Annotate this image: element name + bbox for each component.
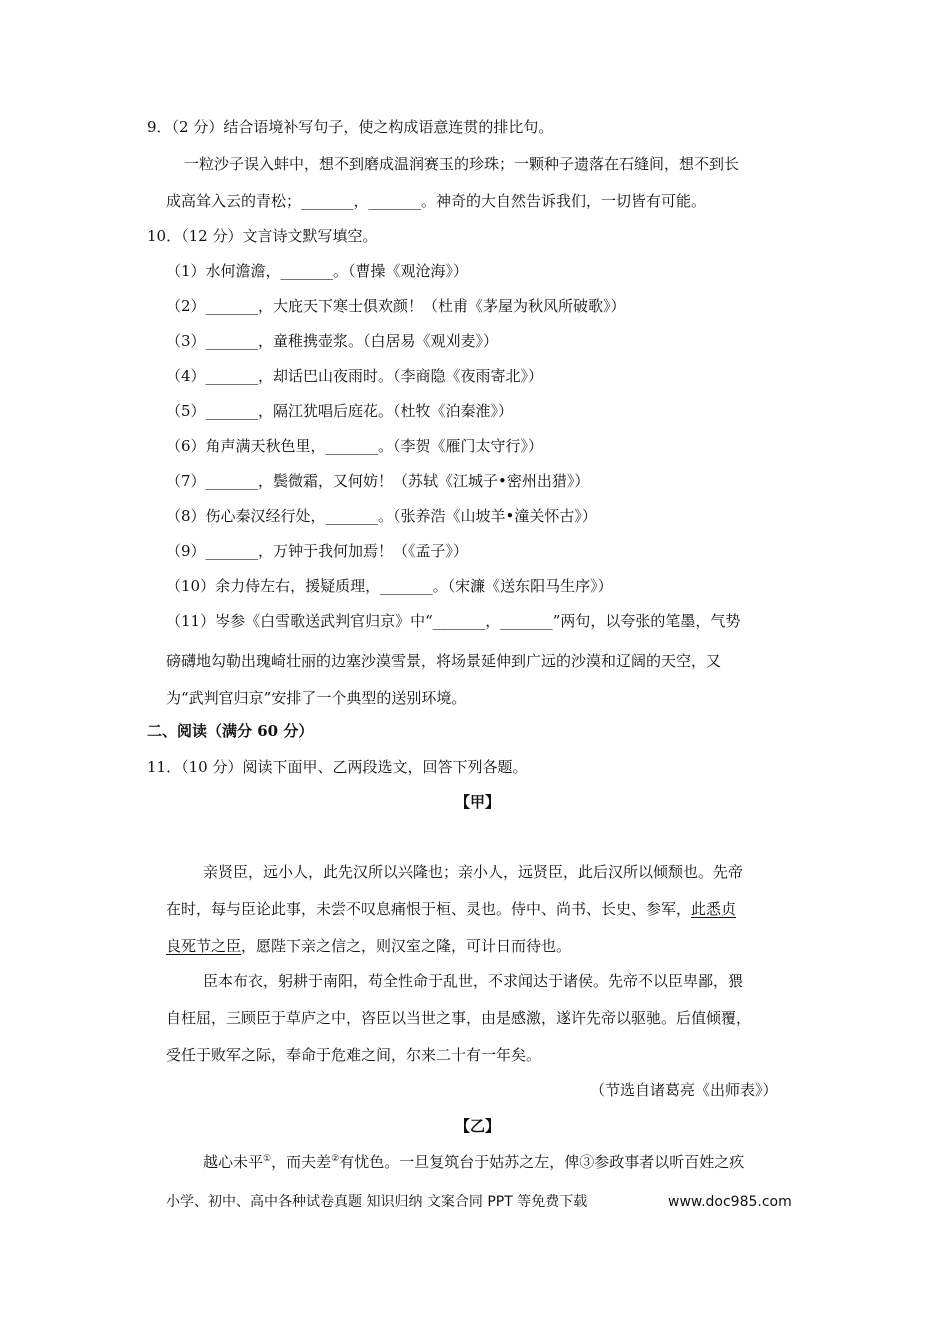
jia-p2-line-2: 自枉屈，三顾臣于草庐之中，咨臣以当世之事，由是感激，遂许先帝以驱驰。后值倾覆， bbox=[166, 1009, 752, 1027]
passage-jia-heading: 【甲】 bbox=[455, 793, 501, 811]
yi-text-c: 有忧色。一旦复筑台于姑苏之左，俾③参政事者以听百姓之疚 bbox=[339, 1153, 745, 1171]
q10-item-3: （3）_______，童稚携壶浆。（白居易《观刈麦》） bbox=[166, 332, 499, 350]
q10-item-11-line-3: 为“武判官归京”安排了一个典型的送别环境。 bbox=[166, 689, 467, 707]
footer-text: 小学、初中、高中各种试卷真题 知识归纳 文案合同 PPT 等免费下载 bbox=[166, 1194, 588, 1210]
q9-line-2: 成高耸入云的青松；_______，_______。神奇的大自然告诉我们，一切皆有可能。 bbox=[166, 192, 707, 210]
q10-item-5: （5）_______，隔江犹唱后庭花。（杜牧《泊秦淮》） bbox=[166, 402, 514, 420]
passage-yi-heading: 【乙】 bbox=[455, 1117, 501, 1135]
jia-p1-line-3-text: ，愿陛下亲之信之，则汉室之隆，可计日而待也。 bbox=[241, 937, 572, 955]
jia-source: （节选自诸葛亮《出师表》） bbox=[590, 1081, 778, 1099]
q10-item-7: （7）_______，鬓微霜，又何妨！（苏轼《江城子•密州出猎》） bbox=[166, 472, 590, 490]
footnote-marker-2: ② bbox=[331, 1154, 340, 1164]
q10-item-1: （1）水何澹澹，_______。（曹操《观沧海》） bbox=[166, 262, 469, 280]
underlined-phrase-part-1: 此悉贞 bbox=[691, 900, 737, 918]
q9-title: 9．（2 分）结合语境补写句子，使之构成语意连贯的排比句。 bbox=[147, 118, 554, 136]
yi-line-1 bbox=[203, 1152, 744, 1172]
q10-item-8: （8）伤心秦汉经行处，_______。（张养浩《山坡羊•潼关怀古》） bbox=[166, 507, 597, 525]
yi-text-b: ，而夫差 bbox=[271, 1153, 332, 1171]
q10-item-10: （10）余力侍左右，援疑质理，_______。（宋濂《送东阳马生序》） bbox=[166, 577, 613, 595]
q10-item-9: （9）_______，万钟于我何加焉！（《孟子》） bbox=[166, 542, 469, 560]
q10-item-6: （6）角声满天秋色里，_______。（李贺《雁门太守行》） bbox=[166, 437, 544, 455]
jia-p1-line-3 bbox=[166, 936, 571, 956]
jia-p1-line-2 bbox=[166, 899, 736, 919]
q10-item-11-line-2: 磅礴地勾勒出瑰崎壮丽的边塞沙漠雪景，将场景延伸到广远的沙漠和辽阔的天空，又 bbox=[166, 652, 722, 670]
footnote-marker-1: ① bbox=[263, 1154, 272, 1164]
jia-p1-line-1: 亲贤臣，远小人，此先汉所以兴隆也；亲小人，远贤臣，此后汉所以倾颓也。先帝 bbox=[203, 863, 744, 881]
jia-p1-line-2-text: 在时，每与臣论此事，未尝不叹息痛恨于桓、灵也。侍中、尚书、长史、参军， bbox=[166, 900, 692, 918]
q10-title: 10．（12 分）文言诗文默写填空。 bbox=[147, 227, 378, 245]
yi-text-a: 越心未平 bbox=[203, 1153, 264, 1171]
q9-line-1: 一粒沙子误入蚌中，想不到磨成温润赛玉的珍珠；一颗种子遗落在石缝间，想不到长 bbox=[184, 155, 740, 173]
q10-item-2: （2）_______，大庇天下寒士俱欢颜！（杜甫《茅屋为秋风所破歌》） bbox=[166, 297, 626, 315]
underlined-phrase-part-2: 良死节之臣 bbox=[166, 937, 242, 955]
q10-item-11-line-1: （11）岑参《白雪歌送武判官归京》中“_______，_______”两句，以夸张的笔墨，气势 bbox=[166, 612, 741, 630]
section-heading: 二、阅读（满分 60 分） bbox=[147, 722, 314, 740]
jia-p2-line-3: 受任于败军之际，奉命于危难之间，尔来二十有一年矣。 bbox=[166, 1046, 542, 1064]
jia-p2-line-1: 臣本布衣，躬耕于南阳，苟全性命于乱世，不求闻达于诸侯。先帝不以臣卑鄙，猥 bbox=[203, 972, 744, 990]
q10-item-4: （4）_______，却话巴山夜雨时。（李商隐《夜雨寄北》） bbox=[166, 367, 544, 385]
footer-url[interactable]: www.doc985.com bbox=[668, 1194, 792, 1210]
q11-title: 11．（10 分）阅读下面甲、乙两段选文，回答下列各题。 bbox=[147, 758, 528, 776]
